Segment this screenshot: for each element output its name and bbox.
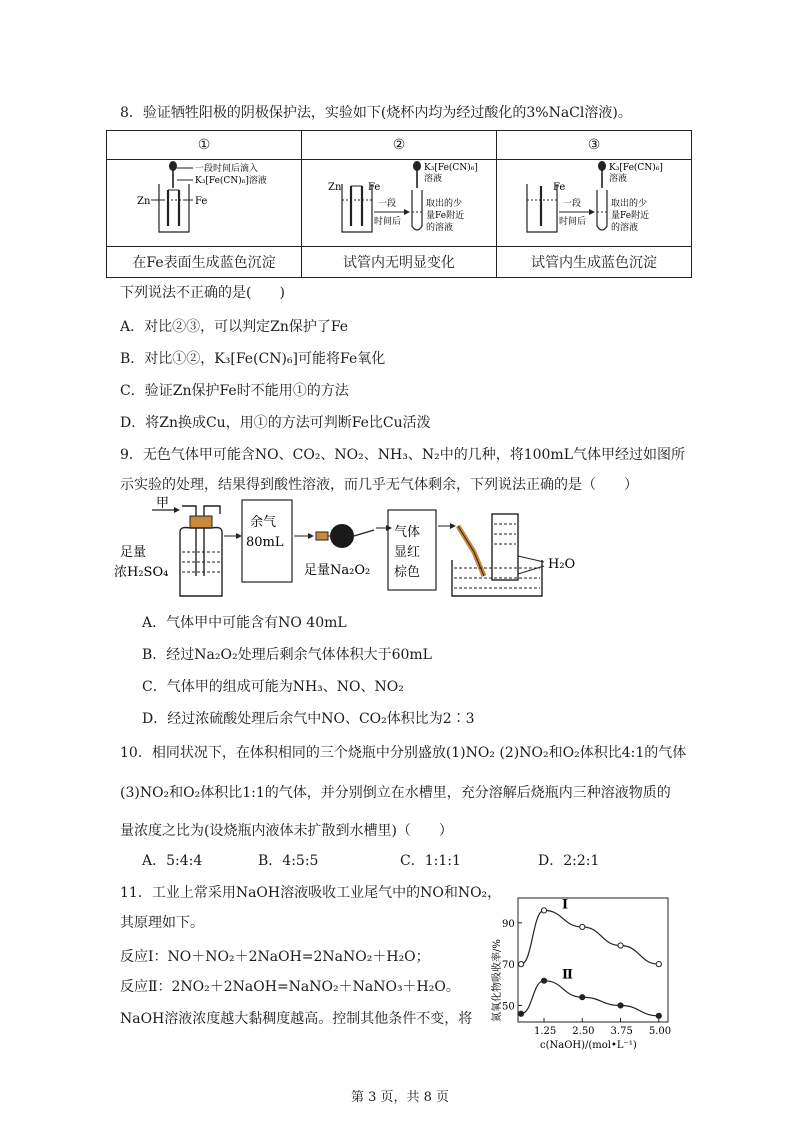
series-2-point	[618, 1003, 623, 1008]
q8-option-d: D．将Zn换成Cu，用①的方法可判断Fe比Cu活泼	[120, 415, 431, 431]
series-1-point	[618, 943, 623, 948]
q8-question: 下列说法不正确的是( )	[120, 285, 285, 301]
q11-line5: NaOH溶液浓度越大黏稠度越高。控制其他条件不变，将	[120, 1011, 473, 1027]
result-1: 在Fe表面生成蓝色沉淀	[107, 247, 302, 278]
q9-option-a: A．气体甲中可能含有NO 40mL	[142, 615, 347, 631]
c3-take2: 量Fe附近	[611, 211, 650, 221]
series-2-point	[541, 978, 546, 983]
y-tick-label: 90	[502, 918, 515, 930]
q11-line2: 其原理如下。	[120, 915, 204, 931]
x-tick-label: 1.25	[534, 1026, 557, 1037]
q9-gas-label3: 棕色	[394, 565, 421, 580]
q9-water-label: H₂O	[548, 557, 576, 572]
q9-acid-label1: 足量	[120, 545, 147, 560]
series-1-point	[580, 924, 585, 929]
q8-option-b: B．对比①②，K₃[Fe(CN)₆]可能将Fe氧化	[120, 351, 386, 367]
q10-option-a: A．5:4:4	[142, 853, 203, 869]
q9-rem-label2: 80mL	[246, 535, 284, 550]
q9-stem-line1: 9．无色气体甲可能含NO、CO₂、NO₂、NH₃、N₂中的几种，将100mL气体甲经过如图所	[120, 447, 686, 463]
c2-dash2: 时间后	[374, 217, 402, 227]
absorption-rate-chart	[480, 892, 680, 1052]
c2-take3: 的溶液	[426, 223, 454, 233]
c1-fe-label: Fe	[195, 196, 208, 207]
q9-jia-label: 甲	[156, 496, 170, 511]
q11-line3: 反应Ⅰ：NO＋NO₂＋2NaOH=2NaNO₂＋H₂O；	[120, 949, 430, 965]
series-line-1	[521, 910, 659, 964]
series-2-point	[580, 995, 585, 1000]
x-tick-label: 5.00	[648, 1026, 672, 1037]
q11-line4: 反应Ⅱ：2NO₂＋2NaOH=NaNO₂＋NaNO₃＋H₂O。	[120, 979, 460, 995]
series-line-2	[521, 981, 659, 1016]
q10-option-b: B．4:5:5	[258, 853, 319, 869]
q9-apparatus-diagram	[112, 496, 592, 606]
q11-line1: 11．工业上常采用NaOH溶液吸收工业尾气中的NO和NO₂，	[120, 885, 502, 901]
result-3: 试管内生成蓝色沉淀	[497, 247, 692, 278]
c1-top-label: 一段时间后滴入	[195, 164, 259, 174]
c2-zn-label: Zn	[328, 182, 342, 193]
q8-option-c: C．验证Zn保护Fe时不能用①的方法	[120, 383, 349, 399]
c3-take1: 取出的少	[611, 199, 648, 209]
q9-option-d: D．经过浓硫酸处理后余气中NO、CO₂体积比为2∶3	[142, 711, 475, 727]
q10-option-d: D．2:2:1	[538, 853, 600, 869]
c1-zn-label: Zn	[137, 196, 151, 207]
q9-option-b: B．经过Na₂O₂处理后剩余气体体积大于60mL	[142, 647, 432, 663]
table-header-3: ③	[497, 131, 692, 160]
c3-dash2: 时间后	[559, 217, 587, 227]
x-tick-label: 3.75	[610, 1026, 633, 1037]
chart-xlabel: c(NaOH)/(mol•L⁻¹)	[540, 1040, 637, 1051]
y-tick-label: 50	[502, 1001, 515, 1013]
series-1-point	[518, 962, 523, 967]
q9-na2o2-label: 足量Na₂O₂	[304, 563, 371, 578]
result-2: 试管内无明显变化	[302, 247, 497, 278]
q9-option-c: C．气体甲的组成可能为NH₃、NO、NO₂	[142, 679, 404, 695]
c3-fe-label: Fe	[553, 182, 566, 193]
series-2-point	[656, 1013, 661, 1018]
c2-reagent2: 溶液	[424, 174, 443, 184]
q10-line1: 10．相同状况下，在体积相同的三个烧瓶中分别盛放(1)NO₂ (2)NO₂和O₂体积比4:1的气体	[120, 745, 687, 761]
experiment-2-diagram	[302, 160, 497, 247]
chart-ylabel: 氮氧化物吸收率/%	[492, 939, 503, 1022]
c2-take2: 量Fe附近	[426, 211, 465, 221]
series-label: Ⅰ	[562, 897, 569, 913]
table-header-1: ①	[107, 131, 302, 160]
experiment-3-diagram	[497, 160, 692, 247]
q9-stem-line2: 示实验的处理，结果得到酸性溶液，而几乎无气体剩余，下列说法正确的是（ ）	[120, 477, 638, 493]
y-tick-label: 70	[502, 960, 515, 972]
series-1-point	[656, 962, 661, 967]
q8-option-a: A．对比②③，可以判定Zn保护了Fe	[120, 319, 349, 335]
experiment-1-diagram	[107, 160, 302, 247]
table-header-2: ②	[302, 131, 497, 160]
c1-reagent-label: K₃[Fe(CN)₆]溶液	[195, 176, 267, 186]
series-2-point	[518, 1011, 523, 1016]
c3-reagent2: 溶液	[609, 174, 628, 184]
series-label: Ⅱ	[562, 967, 573, 983]
page-footer: 第 3 页，共 8 页	[350, 1090, 450, 1105]
c2-take1: 取出的少	[426, 199, 463, 209]
q9-gas-label2: 显红	[394, 545, 421, 560]
c2-fe-label: Fe	[368, 182, 381, 193]
experiment-table	[106, 130, 692, 278]
q10-line3: 量浓度之比为(设烧瓶内液体未扩散到水槽里)（ ）	[120, 823, 453, 839]
q8-stem: 8．验证牺牲阳极的阴极保护法，实验如下(烧杯内均为经过酸化的3%NaCl溶液)。	[120, 105, 632, 121]
c3-take3: 的溶液	[611, 223, 639, 233]
q9-gas-label1: 气体	[394, 525, 421, 540]
series-1-point	[541, 908, 546, 913]
c2-reagent: K₃[Fe(CN)₆]	[424, 163, 478, 173]
q9-acid-label2: 浓H₂SO₄	[114, 565, 169, 580]
q10-option-c: C．1:1:1	[400, 853, 461, 869]
x-tick-label: 2.50	[572, 1026, 595, 1037]
c3-dash1: 一段	[563, 199, 582, 209]
q9-rem-label1: 余气	[250, 515, 277, 530]
q10-line2: (3)NO₂和O₂体积比1:1的气体，并分别倒立在水槽里，充分溶解后烧瓶内三种溶液物质的	[120, 785, 671, 801]
c3-reagent: K₃[Fe(CN)₆]	[609, 163, 663, 173]
c2-dash1: 一段	[378, 199, 397, 209]
